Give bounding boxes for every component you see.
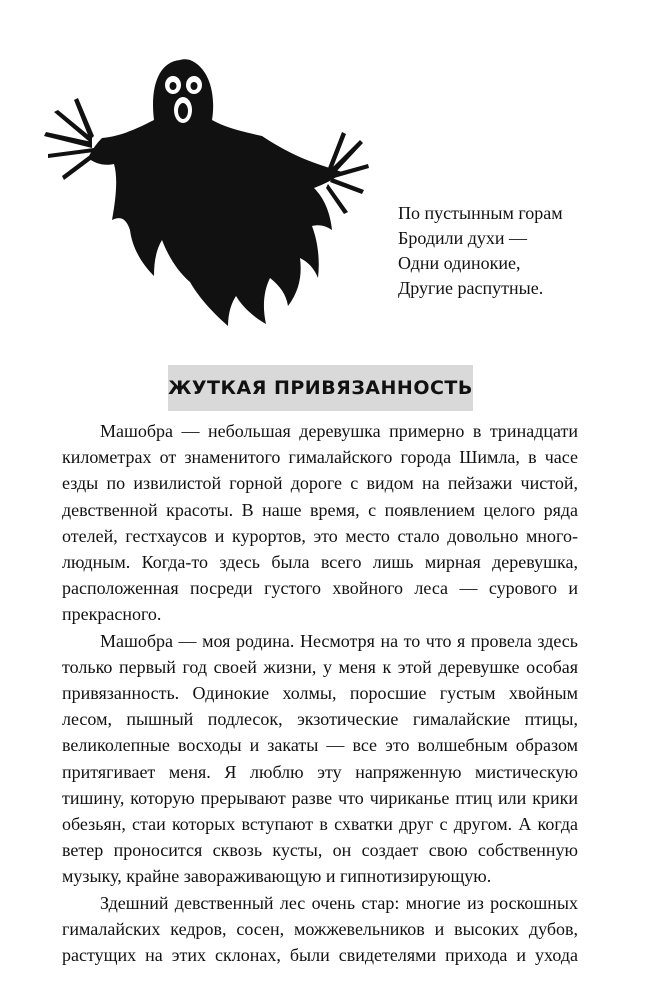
text-line: девственной красоты. В наше время, с появлением целого ряда [62,499,578,520]
poem-line: По пустынным горам [398,203,563,223]
text-line: ветер проносится сквозь кусты, он создает свою собственную [62,840,578,861]
section-heading: ЖУТКАЯ ПРИВЯЗАННОСТЬ [168,377,473,399]
text-line: езды по извилистой горной дороге с видом на пейзажи чистой, [62,473,578,494]
paragraph [62,628,578,890]
text-line: отелей, гестхаусов и курортов, это место стало довольно много- [62,525,578,546]
text-line: обезьян, стаи которых вступают в схватки друг с другом. А когда [62,814,578,835]
poem-line: Одни одинокие, [398,253,521,273]
poem-line: Другие распутные. [398,278,544,298]
text-line: привязанность. Одинокие холмы, поросшие густым хвойным [62,683,578,704]
section-heading-box [168,365,473,411]
text-line: музыку, крайне завораживающую и гипнотизирующую. [62,866,492,887]
text-line: великолепные восходы и закаты — все это волшебным образом [62,735,578,756]
text-line: растущих на этих склонах, были свидетелями прихода и ухода [62,945,578,966]
text-line: прекрасного. [62,604,162,625]
text-line: только первый год своей жизни, у меня к этой деревушке особая [62,656,578,677]
poem-line: Бродили духи — [398,228,528,248]
text-line: людным. Когда-то здесь была всего лишь мирная деревушка, [62,552,578,573]
text-line: тишину, которую прерывают разве что чириканье птиц или крики [62,787,578,808]
text-line: Машобра — небольшая деревушка примерно в тринадцати [100,421,578,441]
text-line: Машобра — моя родина. Несмотря на то что я провела здесь [100,630,578,651]
text-line: лесом, пышный подлесок, экзотические гималайские птицы, [62,709,578,730]
paragraph [62,418,578,628]
ghost-icon [30,40,370,340]
paragraph [62,890,578,969]
epigraph-poem [398,201,638,301]
text-line: расположенная посреди густого хвойного леса — сурового и [62,578,578,599]
text-line: гималайских кедров, сосен, можжевельников и высоких дубов, [62,918,578,939]
text-line: Здешний девственный лес очень стар: многие из роскошных [100,892,578,913]
text-line: километрах от знаменитого гималайского города Шимла, в часе [62,447,578,468]
body-text [62,418,578,968]
text-line: притягивает меня. Я люблю эту напряженную мистическую [62,761,578,782]
